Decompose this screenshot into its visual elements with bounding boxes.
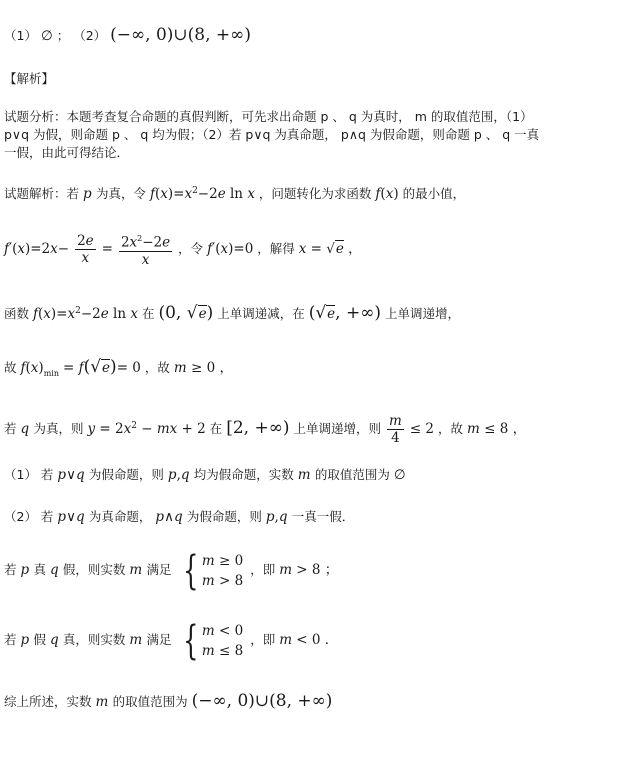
case1-system: { m ≥ 0 m > 8 — [183, 547, 244, 594]
analysis-header: 【解析】 — [4, 71, 55, 86]
q-true-line: 若 q 为真，则 $y = 2x^2$ − mx + 2 在 [2, +∞) 上单调递增，则 $\frac{m}{4}$ ≤ 2 ，故 m ≤ 8 ， — [4, 413, 527, 447]
answer-part2-value: (−∞, 0)∪(8, +∞) — [110, 25, 251, 45]
analysis-line-2: p∨q 为假，则命题 p 、 q 均为假；（2）若 p∨q 为真命题， p∧q 为假命题，则命题 p 、 q 一真 — [4, 127, 540, 142]
answer-part1-label: （1） — [4, 28, 37, 43]
analysis-line-1: 试题分析：本题考查复合命题的真假判断，可先求出命题 p 、 q 为真时， m 的取值范围，（1） — [4, 109, 533, 124]
analysis-line-3: 一假，由此可得结论． — [4, 145, 130, 160]
part1-line: （1） 若 p∨q 为假命题，则 p,q 均为假命题，实数 m 的取值范围为 ∅ — [4, 467, 406, 483]
case2-line: 若 p 假 q 真，则实数 m 满足 { m < 0 m ≤ 8 ，即 m < 0 ． — [4, 617, 339, 664]
conclusion-line: 综上所述，实数 m 的取值范围为 (−∞, 0)∪(8, +∞) — [4, 691, 333, 711]
answer-separator: ； — [56, 28, 70, 43]
case2-system: { m < 0 m ≤ 8 — [183, 617, 244, 664]
solution-intro: 试题解析：若 p 为真，令 $f(x)=x^2-2e$ ln x ，问题转化为求函数 f(x) 的最小值， — [4, 186, 466, 203]
answer-part2-label: （2） — [73, 28, 107, 43]
case1-line: 若 p 真 q 假，则实数 m 满足 { m ≥ 0 m > 8 ，即 m > 8 ； — [4, 547, 339, 594]
part2-line: （2） 若 p∨q 为真命题， p∧q 为假命题，则 p,q 一真一假． — [4, 509, 355, 525]
derivative-line: f′(x)=2x− $\frac{2e}{x}$ = $\frac{2x^2-2e}{x}$ ，令 f′(x)=0 ，解得 x = √e ， — [4, 233, 362, 268]
monotonic-line: 函数 $f(x)=x^2-2e$ ln x 在 (0, √e) 上单调递减，在 (√e, +∞) 上单调递增， — [4, 303, 461, 324]
minimum-line: 故 $f(x)_{min} = f(√e)= 0$ ，故 m ≥ 0 ， — [4, 357, 233, 378]
answer-part1-value: ∅ — [40, 28, 53, 44]
conclusion-range: (−∞, 0)∪(8, +∞) — [191, 691, 333, 711]
answer-line — [4, 26, 251, 45]
